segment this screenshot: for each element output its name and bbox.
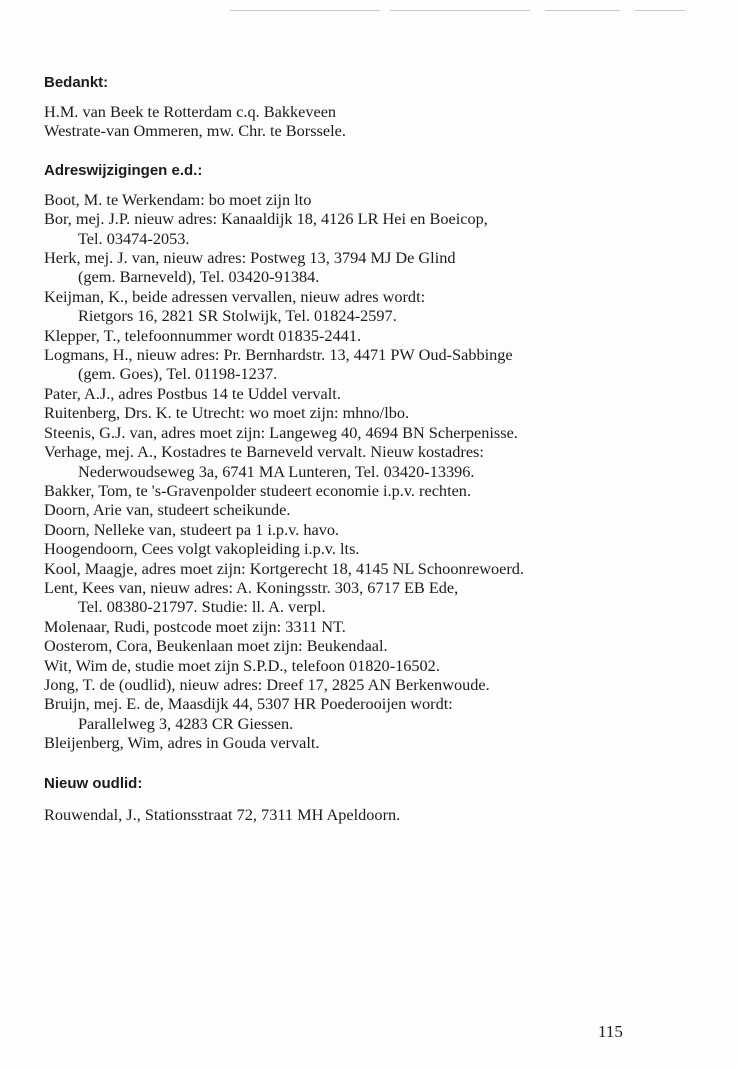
entry-line: Logmans, H., nieuw adres: Pr. Bernhardstr. 13, 4471 PW Oud-Sabbinge [44, 345, 513, 365]
nieuw-oudlid-line: Rouwendal, J., Stationsstraat 72, 7311 MH Apeldoorn. [44, 804, 401, 824]
change-entry [44, 384, 704, 403]
entry-continuation: Parallelweg 3, 4283 CR Giessen. [78, 713, 294, 733]
entry-line: Wit, Wim de, studie moet zijn S.P.D., telefoon 01820-16502. [44, 655, 440, 675]
entry-line: Bruijn, mej. E. de, Maasdijk 44, 5307 HR Poederooijen wordt: [44, 694, 453, 714]
top-rule [230, 10, 380, 11]
change-entry [44, 675, 704, 694]
entry-line: Jong, T. de (oudlid), nieuw adres: Dreef 17, 2825 AN Berkenwoude. [44, 674, 490, 694]
change-entry [44, 209, 704, 248]
change-entry [44, 559, 704, 578]
change-entry [44, 500, 704, 519]
change-entry [44, 617, 704, 636]
change-entry [44, 694, 704, 733]
entry-line: Verhage, mej. A., Kostadres te Barneveld vervalt. Nieuw kostadres: [44, 442, 484, 462]
change-entry [44, 520, 704, 539]
bedankt-body [44, 102, 704, 141]
bedankt-heading: Bedankt: [44, 74, 109, 91]
change-entry [44, 656, 704, 675]
change-entry [44, 636, 704, 655]
change-entry [44, 403, 704, 422]
entry-line: Pater, A.J., adres Postbus 14 te Uddel vervalt. [44, 383, 341, 403]
top-rule [635, 10, 685, 11]
top-rule [390, 10, 530, 11]
entry-line: Klepper, T., telefoonnummer wordt 01835-2441. [44, 325, 362, 345]
change-entry [44, 190, 704, 209]
change-entry [44, 345, 704, 384]
entry-line: Lent, Kees van, nieuw adres: A. Koningsstr. 303, 6717 EB Ede, [44, 577, 459, 597]
change-entry [44, 442, 704, 481]
entry-continuation: (gem. Goes), Tel. 01198-1237. [78, 364, 278, 384]
entry-line: Herk, mej. J. van, nieuw adres: Postweg 13, 3794 MJ De Glind [44, 248, 456, 268]
entry-line: Bleijenberg, Wim, adres in Gouda vervalt. [44, 733, 320, 753]
entry-line: Hoogendoorn, Cees volgt vakopleiding i.p.v. lts. [44, 539, 360, 559]
entry-line: Bakker, Tom, te 's-Gravenpolder studeert economie i.p.v. rechten. [44, 480, 472, 500]
change-entry [44, 248, 704, 287]
entry-line: Doorn, Arie van, studeert scheikunde. [44, 500, 291, 520]
nieuw-oudlid-body [44, 805, 704, 824]
change-entry [44, 326, 704, 345]
adreswijzigingen-section [44, 162, 704, 753]
entry-continuation: Nederwoudseweg 3a, 6741 MA Lunteren, Tel. 03420-13396. [78, 461, 475, 481]
entry-line: Molenaar, Rudi, postcode moet zijn: 3311 NT. [44, 616, 346, 636]
bedankt-line: Westrate-van Ommeren, mw. Chr. te Borssele. [44, 121, 346, 141]
bedankt-line: H.M. van Beek te Rotterdam c.q. Bakkeveen [44, 102, 337, 121]
entry-continuation: Rietgors 16, 2821 SR Stolwijk, Tel. 01824-2597. [78, 306, 397, 326]
change-entry [44, 287, 704, 326]
change-entry [44, 481, 704, 500]
entry-line: Boot, M. te Werkendam: bo moet zijn lto [44, 189, 312, 209]
nieuw-oudlid-section [44, 775, 704, 824]
entry-line: Ruitenberg, Drs. K. te Utrecht: wo moet zijn: mhno/lbo. [44, 403, 410, 423]
entry-line: Steenis, G.J. van, adres moet zijn: Langeweg 40, 4694 BN Scherpenisse. [44, 422, 518, 442]
entry-line: Kool, Maagje, adres moet zijn: Kortgerecht 18, 4145 NL Schoonrewoerd. [44, 558, 525, 578]
change-entry [44, 423, 704, 442]
top-rule [545, 10, 620, 11]
entry-line: Keijman, K., beide adressen vervallen, nieuw adres wordt: [44, 286, 426, 306]
page-number: 115 [598, 1022, 623, 1041]
page-content [44, 74, 704, 824]
entry-line: Oosterom, Cora, Beukenlaan moet zijn: Beukendaal. [44, 636, 388, 656]
change-entry [44, 539, 704, 558]
adreswijzigingen-heading: Adreswijzigingen e.d.: [44, 161, 203, 179]
entry-continuation: Tel. 08380-21797. Studie: ll. A. verpl. [78, 597, 326, 617]
nieuw-oudlid-heading: Nieuw oudlid: [44, 774, 143, 792]
change-entry [44, 578, 704, 617]
entry-continuation: Tel. 03474-2053. [78, 228, 190, 248]
entry-line: Doorn, Nelleke van, studeert pa 1 i.p.v. havo. [44, 519, 340, 539]
entry-continuation: (gem. Barneveld), Tel. 03420-91384. [78, 267, 320, 287]
adreswijzigingen-list [44, 190, 704, 753]
bedankt-section [44, 74, 704, 141]
entry-line: Bor, mej. J.P. nieuw adres: Kanaaldijk 18, 4126 LR Hei en Boeicop, [44, 209, 488, 229]
change-entry [44, 733, 704, 752]
